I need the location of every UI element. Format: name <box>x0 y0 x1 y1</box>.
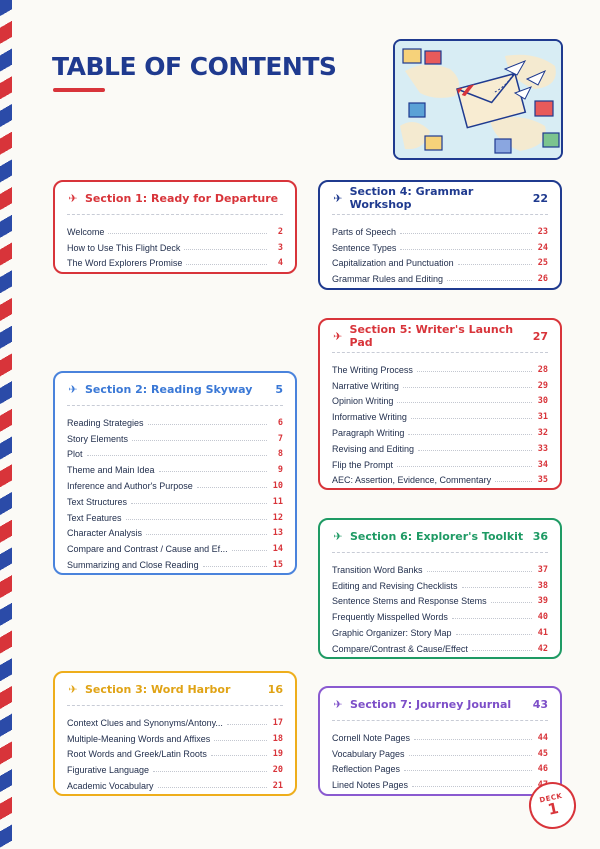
toc-entry-page: 24 <box>537 242 548 253</box>
toc-entry[interactable] <box>67 253 283 269</box>
airmail-border <box>0 0 12 849</box>
toc-entry-page: 37 <box>537 564 548 575</box>
toc-entry[interactable] <box>67 475 283 491</box>
toc-entry-label: Multiple-Meaning Words and Affixes <box>67 733 211 744</box>
toc-entry-label: Revising and Editing <box>332 443 415 454</box>
toc-entry-label: Plot <box>67 449 83 460</box>
airplane-icon: ✈ <box>68 682 78 696</box>
toc-entry-page: 44 <box>537 732 548 743</box>
section-card <box>53 671 297 796</box>
toc-entry[interactable] <box>332 559 548 575</box>
toc-entry-label: Editing and Revising Checklists <box>332 580 458 591</box>
toc-entry[interactable] <box>332 622 548 638</box>
section-card <box>318 180 562 290</box>
section-header[interactable] <box>67 182 283 215</box>
toc-entry-page: 26 <box>537 274 548 285</box>
toc-entry-label: Story Elements <box>67 433 129 444</box>
dot-leader <box>397 402 532 403</box>
toc-entry[interactable] <box>332 438 548 454</box>
toc-entry-page: 34 <box>537 459 548 470</box>
toc-entry-label: Narrative Writing <box>332 380 399 391</box>
section-header[interactable] <box>332 688 548 721</box>
stamp-number: 1 <box>546 799 561 819</box>
toc-entry-label: Figurative Language <box>67 765 150 776</box>
dot-leader <box>418 450 532 451</box>
section-title: Section 3: Word Harbor <box>85 682 231 696</box>
toc-entry-page: 31 <box>537 412 548 423</box>
dot-leader <box>126 519 267 520</box>
toc-entry-label: Parts of Speech <box>332 226 397 237</box>
toc-entry[interactable] <box>67 221 283 237</box>
toc-entry-label: Context Clues and Synonyms/Antony... <box>67 717 223 728</box>
dot-leader <box>452 618 532 619</box>
toc-entry[interactable] <box>332 406 548 422</box>
toc-entry-label: Text Features <box>67 512 122 523</box>
toc-entry-page: 32 <box>537 427 548 438</box>
dot-leader <box>414 739 532 740</box>
toc-entry[interactable] <box>67 428 283 444</box>
section-page-number: 22 <box>532 191 548 205</box>
dot-leader <box>159 471 267 472</box>
toc-entry-label: Compare and Contrast / Cause and Ef... <box>67 544 228 555</box>
dot-leader <box>408 434 532 435</box>
toc-entry[interactable] <box>332 237 548 253</box>
toc-entry-page: 21 <box>272 780 283 791</box>
dot-leader <box>153 771 267 772</box>
toc-entry[interactable] <box>332 422 548 438</box>
dot-leader <box>197 487 267 488</box>
toc-entry[interactable] <box>67 554 283 570</box>
dot-leader <box>108 233 267 234</box>
toc-entry-page: 29 <box>537 380 548 391</box>
toc-entry[interactable] <box>332 253 548 269</box>
dot-leader <box>400 233 532 234</box>
toc-entry-page: 7 <box>277 433 283 444</box>
dot-leader <box>458 264 532 265</box>
toc-entry[interactable] <box>67 444 283 460</box>
section-header[interactable] <box>332 182 548 215</box>
toc-entry-page: 12 <box>272 512 283 523</box>
toc-entry[interactable] <box>67 775 283 791</box>
dot-leader <box>456 634 532 635</box>
toc-entry-label: Capitalization and Punctuation <box>332 258 454 269</box>
toc-entry-label: Informative Writing <box>332 412 407 423</box>
toc-entry-label: Cornell Note Pages <box>332 732 411 743</box>
section-header[interactable] <box>332 520 548 553</box>
section-card <box>318 318 562 490</box>
dot-leader <box>397 466 532 467</box>
section-title: Section 5: Writer's Launch Pad <box>349 323 514 349</box>
toc-entry-page: 28 <box>537 364 548 375</box>
stamp-label: DECK <box>538 791 564 805</box>
toc-entry[interactable] <box>67 759 283 775</box>
dot-leader <box>417 371 532 372</box>
toc-entry[interactable] <box>67 538 283 554</box>
dot-leader <box>411 418 532 419</box>
toc-entry[interactable] <box>332 759 548 775</box>
toc-entry-page: 45 <box>537 748 548 759</box>
toc-entry-page: 2 <box>277 226 283 237</box>
dot-leader <box>412 786 532 787</box>
section-header[interactable] <box>332 320 548 353</box>
dot-leader <box>131 503 267 504</box>
page-title: TABLE OF CONTENTS <box>52 52 337 81</box>
toc-entry[interactable] <box>67 237 283 253</box>
toc-entry[interactable] <box>332 221 548 237</box>
toc-entry[interactable] <box>67 744 283 760</box>
toc-entry-page: 17 <box>272 717 283 728</box>
section-card <box>53 371 297 575</box>
dot-leader <box>232 550 267 551</box>
section-title: Section 2: Reading Skyway <box>85 382 253 396</box>
toc-entry-label: Sentence Types <box>332 242 397 253</box>
airplane-icon: ✈ <box>68 191 78 205</box>
airplane-icon: ✈ <box>333 329 343 343</box>
toc-entry-label: Reflection Pages <box>332 764 401 775</box>
toc-entry-page: 46 <box>537 764 548 775</box>
dot-leader <box>403 387 532 388</box>
toc-entry-label: Root Words and Greek/Latin Roots <box>67 749 207 760</box>
toc-entry-label: How to Use This Flight Deck <box>67 242 181 253</box>
toc-entry-page: 35 <box>537 475 548 486</box>
toc-entry-label: Opinion Writing <box>332 396 394 407</box>
toc-entry-page: 15 <box>272 559 283 570</box>
toc-entry-label: Compare/Contrast & Cause/Effect <box>332 643 468 654</box>
section-title: Section 6: Explorer's Toolkit <box>350 529 524 543</box>
toc-entry[interactable] <box>332 743 548 759</box>
toc-entry-page: 42 <box>537 643 548 654</box>
toc-entry-label: Sentence Stems and Response Stems <box>332 596 487 607</box>
dot-leader <box>214 740 267 741</box>
toc-entry-label: Reading Strategies <box>67 417 144 428</box>
dot-leader <box>203 566 267 567</box>
toc-entry-label: Text Structures <box>67 496 128 507</box>
toc-entry-page: 18 <box>272 733 283 744</box>
toc-entry[interactable] <box>332 774 548 790</box>
toc-entry[interactable] <box>67 491 283 507</box>
toc-entry[interactable] <box>332 470 548 486</box>
toc-entry-page: 3 <box>277 242 283 253</box>
toc-entry-label: Frequently Misspelled Words <box>332 612 448 623</box>
toc-entry-page: 14 <box>272 544 283 555</box>
section-page-number: 27 <box>532 329 548 343</box>
section-card <box>53 180 297 274</box>
toc-entry[interactable] <box>67 507 283 523</box>
toc-entry-label: Summarizing and Close Reading <box>67 559 199 570</box>
dot-leader <box>132 440 267 441</box>
toc-entry-page: 13 <box>272 528 283 539</box>
title-underline <box>53 88 105 92</box>
dot-leader <box>148 424 267 425</box>
section-page-number: 16 <box>267 682 283 696</box>
dot-leader <box>472 650 532 651</box>
toc-entry-label: Paragraph Writing <box>332 427 405 438</box>
toc-entry-page: 23 <box>537 226 548 237</box>
dot-leader <box>400 249 532 250</box>
envelope-illustration <box>395 41 563 160</box>
dot-leader <box>146 534 267 535</box>
toc-entry[interactable] <box>67 728 283 744</box>
dot-leader <box>211 755 267 756</box>
toc-entry-page: 20 <box>272 765 283 776</box>
toc-entry[interactable] <box>332 638 548 654</box>
airplane-icon: ✈ <box>333 697 343 711</box>
section-page-number: 36 <box>532 529 548 543</box>
toc-entry-label: Vocabulary Pages <box>332 748 405 759</box>
dot-leader <box>87 455 267 456</box>
toc-entry-label: Character Analysis <box>67 528 143 539</box>
toc-entry-page: 19 <box>272 749 283 760</box>
toc-entry-label: Lined Notes Pages <box>332 780 409 791</box>
airplane-icon: ✈ <box>333 191 343 205</box>
toc-entry[interactable] <box>67 459 283 475</box>
dot-leader <box>427 571 532 572</box>
dot-leader <box>184 249 267 250</box>
dot-leader <box>495 481 532 482</box>
toc-entry-page: 33 <box>537 443 548 454</box>
toc-entry-label: AEC: Assertion, Evidence, Commentary <box>332 475 492 486</box>
toc-entry-label: Flip the Prompt <box>332 459 394 470</box>
toc-entry[interactable] <box>332 727 548 743</box>
dot-leader <box>227 724 267 725</box>
toc-entry-page: 40 <box>537 612 548 623</box>
toc-entry-page: 9 <box>277 465 283 476</box>
section-title: Section 4: Grammar Workshop <box>349 185 474 211</box>
toc-entry-label: Academic Vocabulary <box>67 780 154 791</box>
toc-entry-page: 6 <box>277 417 283 428</box>
toc-entry[interactable] <box>332 375 548 391</box>
toc-entry[interactable] <box>332 391 548 407</box>
dot-leader <box>462 587 532 588</box>
toc-entry[interactable] <box>332 591 548 607</box>
toc-entry[interactable] <box>332 268 548 284</box>
section-page-number: 5 <box>275 382 283 396</box>
toc-entry[interactable] <box>332 606 548 622</box>
toc-entry-label: Welcome <box>67 226 105 237</box>
airplane-icon: ✈ <box>333 529 343 543</box>
toc-entry-page: 4 <box>277 258 283 269</box>
toc-entry[interactable] <box>332 359 548 375</box>
dot-leader <box>447 280 532 281</box>
dot-leader <box>186 264 267 265</box>
section-header[interactable] <box>67 373 283 406</box>
section-title: Section 1: Ready for Departure <box>85 191 279 205</box>
toc-entry-page: 25 <box>537 258 548 269</box>
toc-entry-page: 41 <box>537 627 548 638</box>
toc-entry-page: 11 <box>272 496 283 507</box>
toc-entry-page: 30 <box>537 396 548 407</box>
toc-entry[interactable] <box>332 575 548 591</box>
toc-entry-label: The Writing Process <box>332 364 413 375</box>
section-title: Section 7: Journey Journal <box>350 697 512 711</box>
toc-entry-page: 10 <box>272 480 283 491</box>
toc-entry[interactable] <box>67 523 283 539</box>
dot-leader <box>404 770 532 771</box>
toc-entry-page: 38 <box>537 580 548 591</box>
dot-leader <box>491 602 532 603</box>
toc-entry[interactable] <box>67 412 283 428</box>
toc-entry[interactable] <box>332 454 548 470</box>
airmail-illustration <box>393 39 563 160</box>
dot-leader <box>158 787 267 788</box>
toc-entry-label: Grammar Rules and Editing <box>332 274 444 285</box>
toc-entry[interactable] <box>67 712 283 728</box>
toc-entry-page: 8 <box>277 449 283 460</box>
section-card <box>318 518 562 659</box>
section-page-number: 43 <box>532 697 548 711</box>
toc-entry-label: Transition Word Banks <box>332 564 423 575</box>
dot-leader <box>409 755 532 756</box>
section-card <box>318 686 562 796</box>
toc-entry-label: Theme and Main Idea <box>67 465 155 476</box>
section-header[interactable] <box>67 673 283 706</box>
toc-entry-page: 39 <box>537 596 548 607</box>
airplane-icon: ✈ <box>68 382 78 396</box>
toc-entry-label: Graphic Organizer: Story Map <box>332 627 452 638</box>
toc-entry-label: Inference and Author's Purpose <box>67 480 193 491</box>
toc-entry-label: The Word Explorers Promise <box>67 258 183 269</box>
